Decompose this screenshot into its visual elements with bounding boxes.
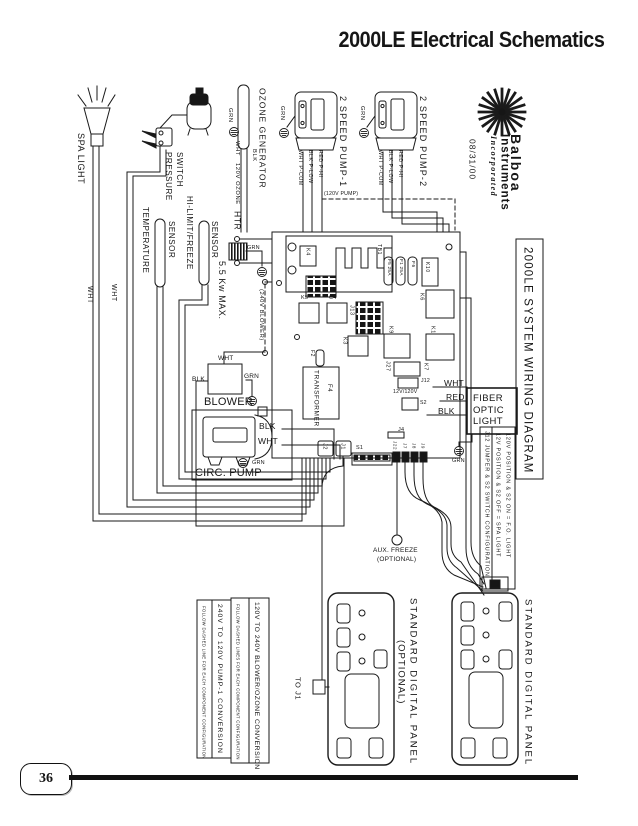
circuit-board [272, 232, 460, 465]
aux-freeze-optional-label: (OPTIONAL) [377, 556, 417, 563]
logo-instruments: Instruments [498, 134, 511, 211]
board-f6: F6 [409, 261, 415, 268]
digital-panel-main [452, 577, 518, 765]
pump1-blk-plow: BLK P-LOW [307, 150, 314, 184]
hi-limit-sensor-label: SENSOR [210, 221, 219, 259]
board-j4: J4 [398, 427, 405, 433]
aux-freeze-label: AUX. FREEZE [373, 547, 418, 554]
heater-icon [229, 237, 247, 266]
heater-grn-label: GRN [247, 245, 260, 251]
board-f5: F5 25A [385, 259, 391, 276]
board-j22: J22 [392, 441, 398, 451]
board-j2: J2 [321, 443, 328, 451]
temperature-sensor-label: SENSOR [167, 221, 176, 259]
jumper-note-3: 120V POSITION & S2 ON = F.O. LIGHT [504, 433, 511, 559]
circ-wht-label: WHT [258, 436, 278, 446]
ozone-generator-icon [238, 85, 249, 149]
pump2-red-phi: RED P-HI [397, 150, 404, 178]
conversion2-title: 120V TO 240V BLOWER/OZONE CONVERSION [252, 602, 260, 770]
logo-date: 08/31/00 [467, 139, 478, 181]
temp-sensor-icon [155, 219, 165, 287]
board-f4: F4 [326, 384, 332, 393]
board-j27: J27 [384, 361, 391, 372]
panel-main-label: STANDARD DIGITAL PANEL [522, 599, 534, 767]
balboa-sunburst-icon [479, 89, 525, 135]
pump1-label: 2 SPEED PUMP-1 [338, 96, 348, 188]
blower-blk-label: BLK [192, 376, 205, 383]
blower-label: BLOWER [204, 396, 253, 408]
ozone-blk-label: BLK [250, 149, 257, 162]
pump2-blk-plow: BLK P-LOW [387, 150, 394, 184]
board-j7: J7 [402, 443, 408, 449]
pressure-switch-label-1: PRESSURE [164, 152, 173, 201]
board-s2: S2 [420, 400, 427, 406]
board-j1: J1 [339, 443, 346, 451]
board-c4: C4 [329, 295, 337, 301]
conversion1-title: 240V TO 120V PUMP-1 CONVERSION [215, 604, 223, 754]
board-k7: K7 [422, 363, 429, 371]
board-j9: J9 [420, 443, 426, 449]
pump2-label: 2 SPEED PUMP-2 [418, 96, 428, 188]
ozone-grn-label: GRN [226, 108, 233, 123]
jumper-note-2: 12V POSITION & S2 OFF = SPA LIGHT [494, 433, 501, 558]
spa-light-wire-color: WHT [86, 286, 93, 304]
board-j13: J13 [348, 305, 355, 316]
blower-wht-label: WHT [218, 355, 234, 362]
fiber-line-1: FIBER [473, 393, 503, 404]
pump1-wht-pcom: WHT P-COM [297, 150, 304, 186]
fiber-line-2: OPTIC [473, 404, 505, 416]
pump1-red-phi: RED P-HI [317, 150, 324, 178]
page-number: 36 [39, 771, 53, 786]
fiber-grn-label: GRN [452, 458, 465, 464]
board-k5: K5 [301, 295, 309, 301]
board-k10: K10 [424, 262, 430, 273]
pressure-switch-icon [142, 88, 211, 148]
aux-freeze-connector [392, 535, 402, 545]
pump1-grn-label: GRN [278, 106, 285, 121]
board-k1: K1 [429, 326, 436, 334]
blower-grn-label: GRN [244, 373, 260, 380]
fiber-red-label: RED [446, 392, 465, 402]
ozone-120v-label: 120V OZONE [233, 163, 240, 205]
ozone-wht-label: WHT [233, 141, 240, 156]
circ-pump-label: CIRC. PUMP [195, 467, 262, 479]
temperature-label: TEMPERATURE [141, 207, 150, 274]
hi-limit-sensor-icon [199, 221, 209, 285]
page-number-badge [20, 763, 72, 795]
kw-max-label: 5.5 Kw MAX. [217, 261, 227, 320]
footer-rule [69, 775, 578, 780]
digital-panel-optional [313, 593, 394, 765]
hi-limit-label: HI-LIMIT/FREEZE [185, 196, 194, 270]
board-f2: F2 [309, 350, 315, 358]
ozone-generator-label: OZONE GENERATOR [257, 88, 268, 189]
transformer-box [303, 367, 339, 419]
logo-incorporated: Incorporated [489, 136, 498, 198]
board-k6: K6 [418, 293, 425, 301]
heater-label: HTR [232, 211, 243, 231]
pump1-icon [295, 92, 337, 150]
pump2-icon [375, 92, 417, 150]
page-title: 2000LE Electrical Schematics [338, 27, 604, 52]
pump2-wht-pcom: WHT P-COM [377, 150, 384, 186]
board-k4: K4 [304, 248, 311, 256]
spa-light-label: SPA LIGHT [76, 133, 86, 185]
board-f1: F1 25A [397, 259, 403, 276]
board-12v-120v: 12V/120V [393, 389, 418, 395]
board-s1: S1 [356, 445, 364, 451]
wiring-diagram-title: 2000LE SYSTEM WIRING DIAGRAM [521, 247, 534, 474]
240v-blower-label: (240V BLOWER) [257, 289, 264, 341]
board-j12: J12 [421, 378, 430, 384]
board-k9: K9 [387, 326, 394, 334]
transformer-label: TRANSFORMER [312, 370, 320, 427]
pressure-switch-label-2: SWITCH [175, 152, 184, 188]
fiber-line-3: LIGHT [473, 416, 503, 427]
fiber-blk-label: BLK [438, 406, 455, 416]
fiber-wht-label: WHT [444, 378, 464, 388]
panel-optional-sublabel: (OPTIONAL) [395, 640, 407, 705]
circ-grn-label: GRN [252, 460, 265, 466]
circ-blk-label: BLK [259, 421, 276, 431]
board-k3: K3 [341, 337, 348, 345]
board-j8: J8 [411, 443, 417, 449]
conversion1-subtitle: FOLLOW DASHED LINE FOR EACH COMPONENT CONFIGURATION [201, 606, 207, 759]
conversion2-subtitle: FOLLOW DASHED LINES FOR EACH COMPONENT CONFIGURATION [235, 604, 241, 760]
wire-runs [93, 116, 486, 687]
pump2-grn-label: GRN [358, 106, 365, 121]
board-tb1: TB1 [376, 244, 382, 255]
logo-brand: Balboa [508, 134, 524, 193]
fiber-optic-light-label [473, 393, 504, 428]
to-j1-label: TO J1 [293, 677, 303, 701]
120v-pump-label: (120V PUMP) [324, 191, 359, 197]
panel-optional-label: STANDARD DIGITAL PANEL [407, 598, 419, 766]
jumper-note-1: J12 JUMPER & S2 SWITCH CONFIGURATION [483, 431, 490, 577]
pressure-wire-color: WHT [110, 284, 117, 302]
